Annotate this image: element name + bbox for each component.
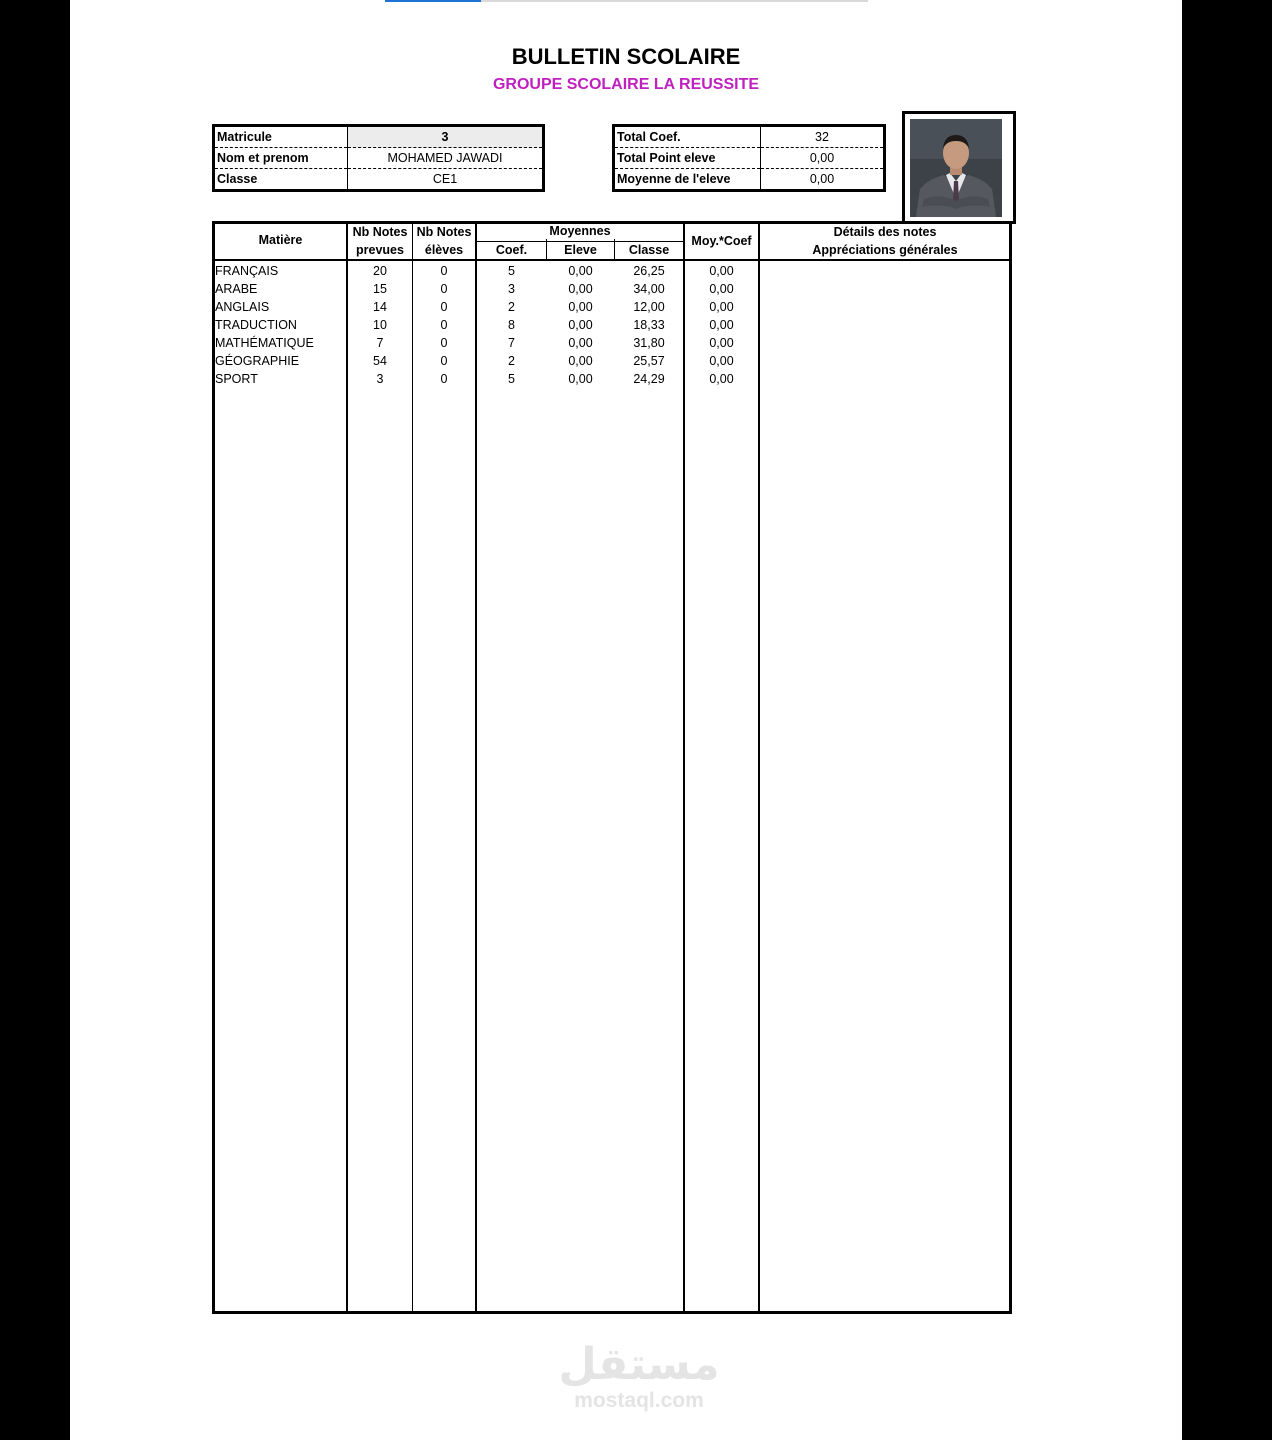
cell-moy-coef: 0,00	[709, 354, 734, 368]
student-photo	[910, 119, 1002, 217]
cell-matiere: ARABE	[215, 282, 258, 296]
cell-moy-coef: 0,00	[709, 372, 734, 386]
cell-moy-coef: 0,00	[709, 318, 734, 332]
top-scrollbar-thumb[interactable]	[385, 0, 481, 2]
matricule-label: Matricule	[214, 126, 348, 148]
class-label: Classe	[214, 169, 348, 191]
student-photo-frame	[902, 111, 1016, 224]
cell-eleve: 0,00	[568, 282, 593, 296]
cell-matiere: FRANÇAIS	[215, 264, 279, 278]
cell-eleve: 0,00	[568, 300, 593, 314]
col-header-eleves-1: Nb Notes	[416, 225, 472, 239]
cell-coef: 7	[508, 336, 515, 350]
cell-matiere: MATHÉMATIQUE	[215, 336, 314, 350]
cell-eleves: 0	[440, 372, 448, 386]
table-row	[215, 370, 1009, 388]
cell-moy-coef: 0,00	[709, 336, 734, 350]
cell-coef: 8	[508, 318, 515, 332]
cell-eleves: 0	[440, 282, 448, 296]
cell-classe: 26,25	[633, 264, 665, 278]
col-header-classe: Classe	[628, 243, 670, 257]
cell-coef: 2	[508, 354, 515, 368]
cell-prevues: 3	[376, 372, 384, 386]
col-header-prevues-2: prevues	[356, 243, 404, 257]
cell-coef: 3	[508, 282, 515, 296]
cell-eleves: 0	[440, 318, 448, 332]
watermark-arabic: مستقل	[558, 1339, 720, 1390]
student-average-label: Moyenne de l'eleve	[614, 169, 761, 191]
grades-table	[212, 221, 1012, 1314]
cell-prevues: 14	[373, 300, 387, 314]
cell-coef: 5	[508, 264, 515, 278]
cell-classe: 31,80	[633, 336, 665, 350]
table-row	[215, 334, 1009, 352]
cell-eleve: 0,00	[568, 318, 593, 332]
school-name: GROUPE SCOLAIRE LA REUSSITE	[492, 76, 760, 93]
cell-eleves: 0	[440, 354, 448, 368]
name-label: Nom et prenom	[214, 148, 348, 169]
cell-eleves: 0	[440, 300, 448, 314]
cell-prevues: 20	[373, 264, 387, 278]
cell-classe: 12,00	[633, 300, 665, 314]
cell-classe: 18,33	[633, 318, 665, 332]
cell-prevues: 54	[373, 354, 387, 368]
totals-table	[612, 124, 886, 192]
watermark	[544, 1340, 734, 1412]
page-title: BULLETIN SCOLAIRE	[511, 44, 741, 69]
col-header-prevues-1: Nb Notes	[352, 225, 408, 239]
col-header-eleve: Eleve	[564, 243, 597, 257]
student-info-table	[212, 124, 545, 192]
cell-eleves: 0	[440, 264, 448, 278]
col-header-coef: Coef.	[495, 243, 528, 257]
class-value: CE1	[432, 172, 458, 186]
student-average-value: 0,00	[809, 172, 835, 186]
cell-eleve: 0,00	[568, 336, 593, 350]
table-row	[215, 352, 1009, 370]
cell-matiere: TRADUCTION	[215, 318, 297, 332]
col-header-matiere: Matière	[258, 233, 303, 247]
cell-matiere: SPORT	[215, 372, 258, 386]
cell-classe: 25,57	[633, 354, 665, 368]
cell-prevues: 7	[376, 336, 384, 350]
total-coef-label: Total Coef.	[614, 126, 761, 148]
col-header-eleves-2: élèves	[424, 243, 464, 257]
header-divider	[215, 259, 1009, 261]
table-row	[215, 280, 1009, 298]
cell-coef: 5	[508, 372, 515, 386]
total-points-label: Total Point eleve	[614, 148, 761, 169]
col-header-details: Détails des notes	[833, 225, 937, 239]
cell-classe: 24,29	[633, 372, 665, 386]
cell-moy-coef: 0,00	[709, 282, 734, 296]
cell-prevues: 10	[373, 318, 387, 332]
watermark-latin: mostaql.com	[574, 1389, 704, 1412]
cell-moy-coef: 0,00	[709, 300, 734, 314]
report-page	[70, 0, 1182, 1440]
cell-eleve: 0,00	[568, 354, 593, 368]
col-header-moy-coef: Moy.*Coef	[691, 234, 752, 248]
cell-matiere: GÉOGRAPHIE	[215, 354, 300, 368]
col-header-moyennes: Moyennes	[549, 224, 611, 238]
cell-moy-coef: 0,00	[709, 264, 734, 278]
cell-prevues: 15	[373, 282, 387, 296]
col-header-appreciations: Appréciations générales	[812, 243, 958, 257]
name-value: MOHAMED JAWADI	[348, 148, 544, 169]
cell-matiere: ANGLAIS	[215, 300, 270, 314]
total-points-value: 0,00	[761, 148, 885, 169]
cell-eleve: 0,00	[568, 264, 593, 278]
total-coef-value: 32	[761, 126, 885, 148]
cell-eleve: 0,00	[568, 372, 593, 386]
cell-coef: 2	[508, 300, 515, 314]
table-row	[215, 262, 1009, 280]
cell-eleves: 0	[440, 336, 448, 350]
table-row	[215, 298, 1009, 316]
table-row	[215, 316, 1009, 334]
cell-classe: 34,00	[633, 282, 665, 296]
matricule-value[interactable]: 3	[348, 126, 544, 148]
